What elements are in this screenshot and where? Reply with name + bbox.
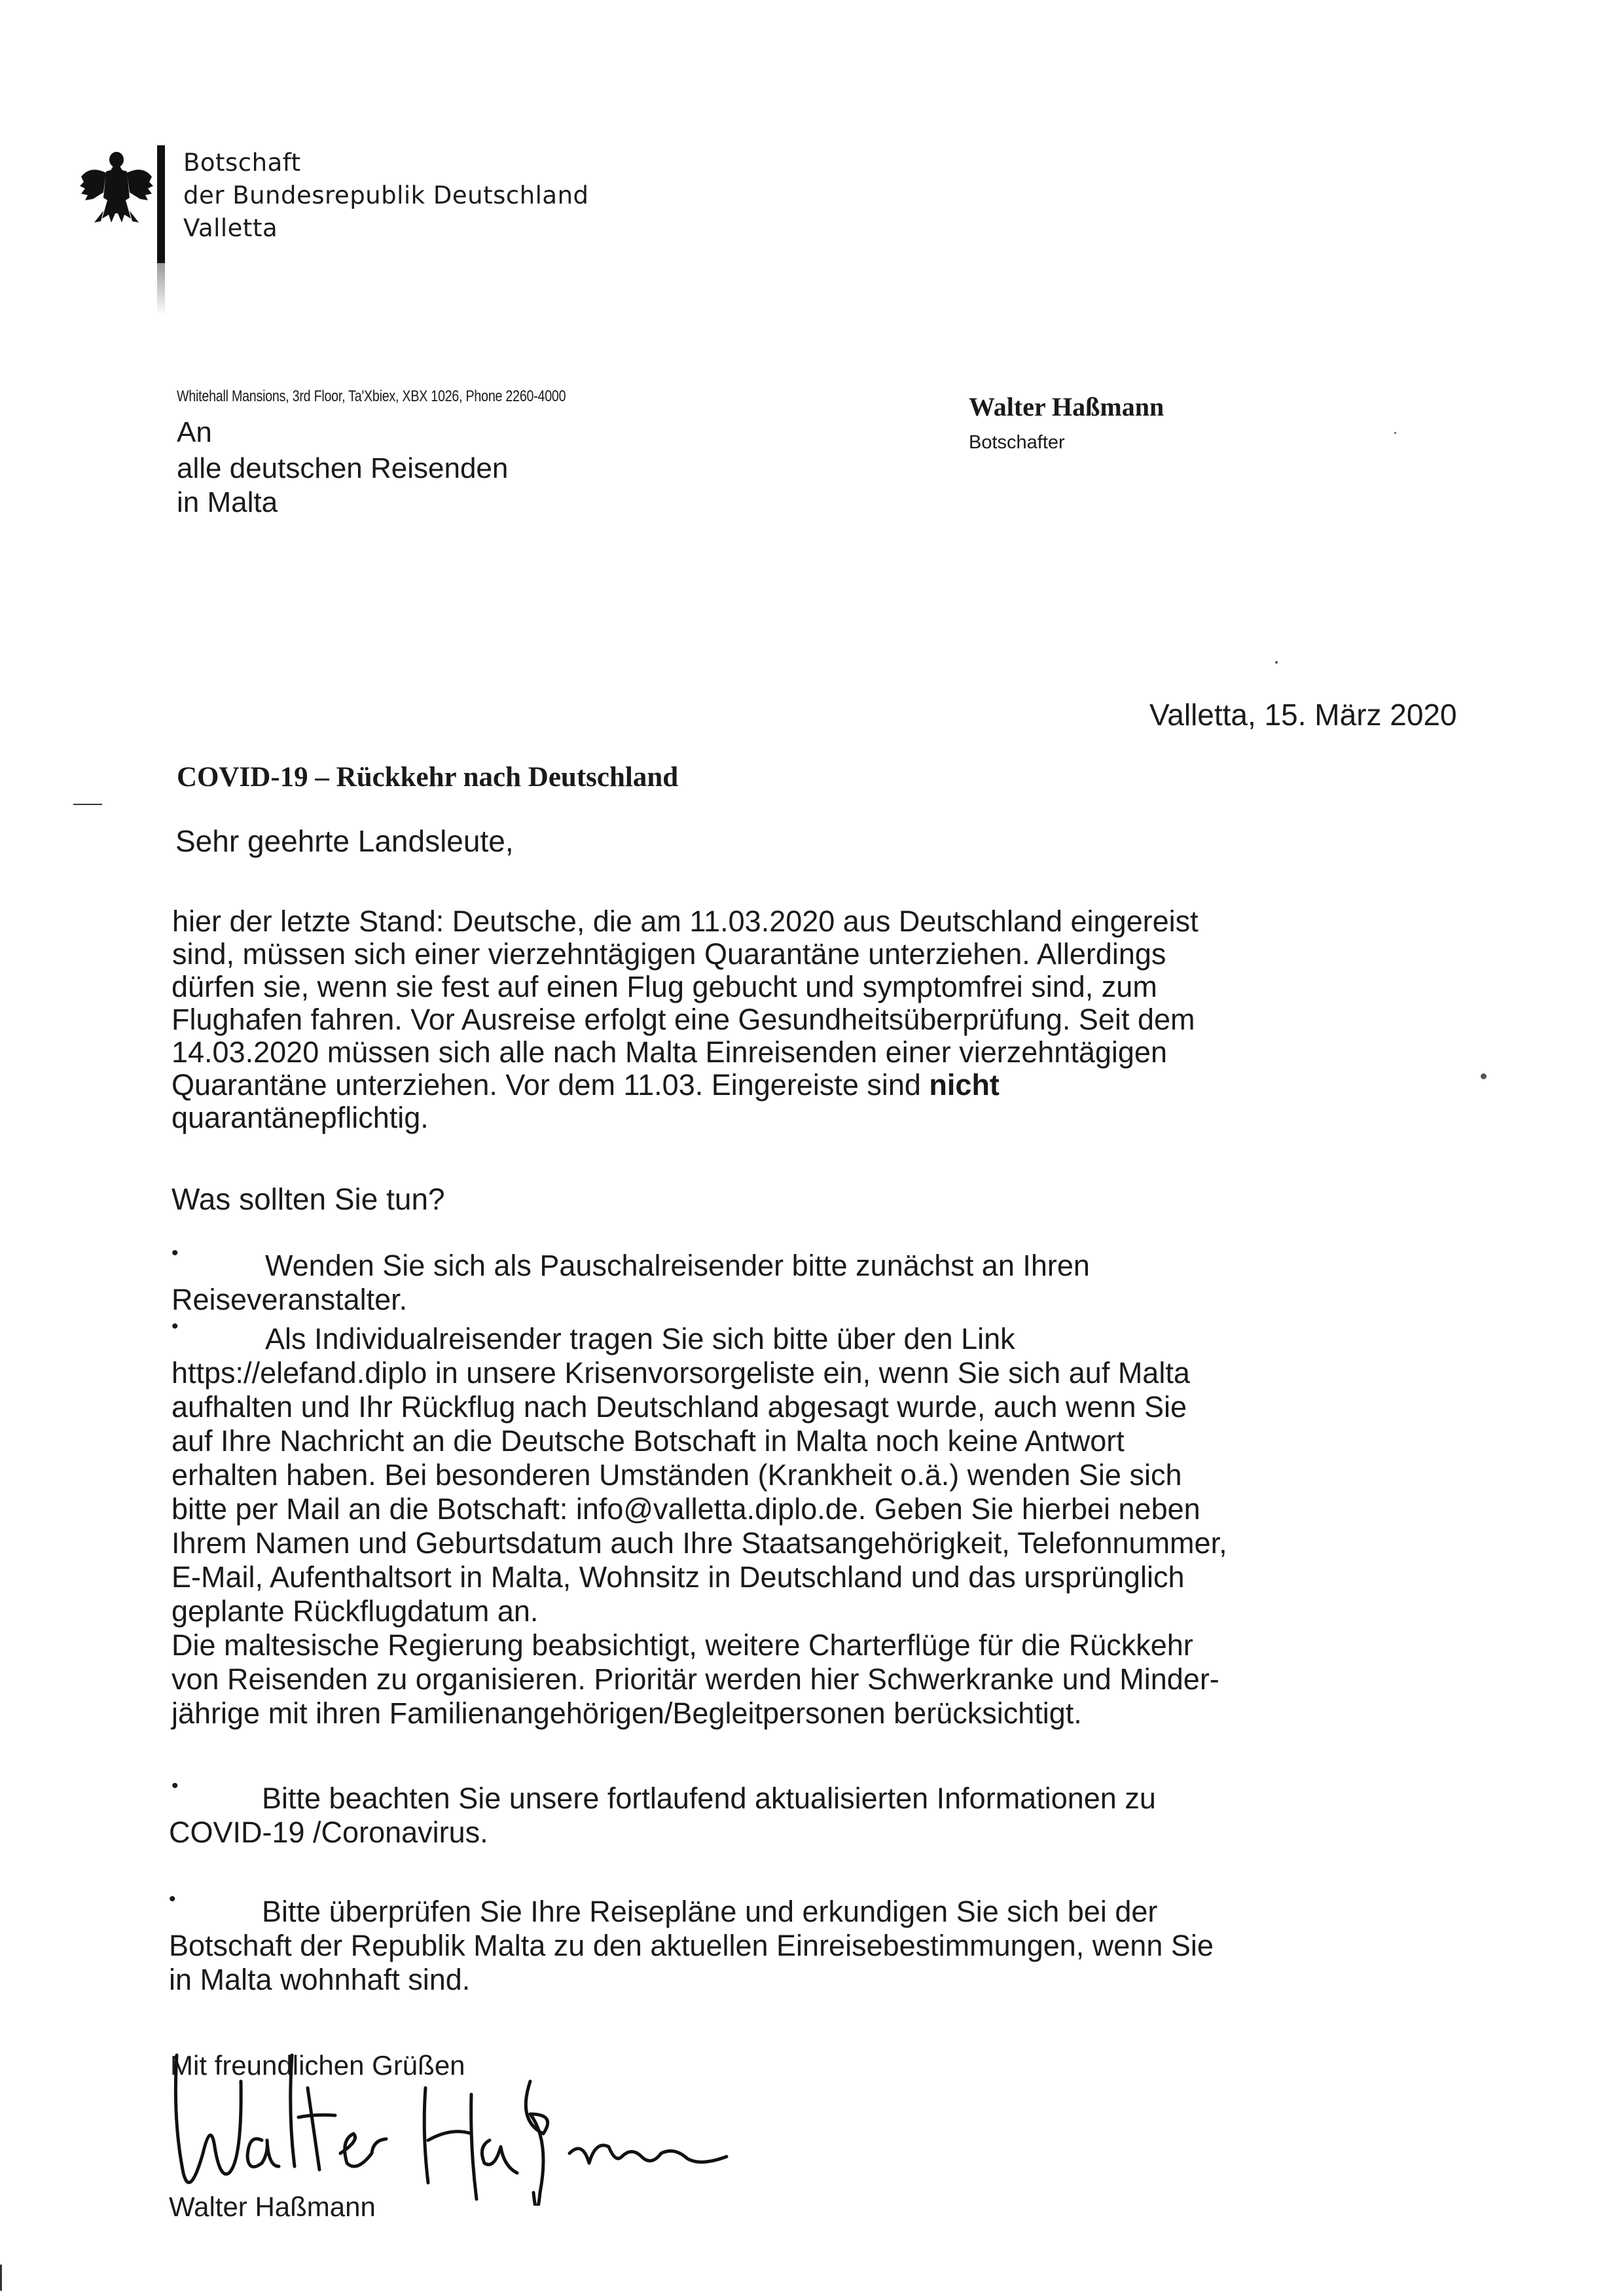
recipient-line-2: alle deutschen Reisenden [177,452,509,484]
bullet2-line-4: auf Ihre Nachricht an die Deutsche Botschaft in Malta noch keine Antwort [171,1424,1125,1458]
bullet2-line-11: von Reisenden zu organisieren. Prioritär werden hier Schwerkranke und Minder- [171,1662,1219,1696]
margin-mark [73,804,102,805]
bullet4-line-2: Botschaft der Republik Malta zu den aktuellen Einreisebestimmungen, wenn Sie [169,1929,1214,1962]
scan-speck [1394,432,1396,434]
bullet4-line-1: Bitte überprüfen Sie Ihre Reisepläne und erkundigen Sie sich bei der [262,1895,1158,1928]
recipient-line-3: in Malta [177,486,278,518]
bullet2-line-3: aufhalten und Ihr Rückflug nach Deutschland abgesagt wurde, auch wenn Sie [171,1390,1187,1424]
bullet-marker-4: • [169,1888,176,1910]
intro-line-6 [171,1068,1000,1102]
intro-emphasis: nicht [929,1068,1000,1102]
bullet3-line-1: Bitte beachten Sie unsere fortlaufend aktualisierten Informationen zu [262,1782,1156,1815]
bullet2-line-7: Ihrem Namen und Geburtsdatum auch Ihre Staatsangehörigkeit, Telefonnummer, [171,1526,1227,1560]
intro-line-1: hier der letzte Stand: Deutsche, die am 11.03.2020 aus Deutschland eingereist [172,905,1199,938]
federal-eagle-icon [77,145,156,230]
handwritten-signature [164,2042,753,2206]
bullet4-line-3: in Malta wohnhaft sind. [169,1963,471,1996]
scan-edge-mark [0,2265,2,2291]
bullet2-line-10: Die maltesische Regierung beabsichtigt, weitere Charterflüge für die Rückkehr [171,1628,1193,1662]
org-name-line-2: der Bundesrepublik Deutschland [183,181,589,209]
embassy-address: Whitehall Mansions, 3rd Floor, Ta'Xbiex, XBX 1026, Phone 2260-4000 [177,387,566,405]
bullet-marker-3: • [171,1775,179,1797]
intro-line-6-text: Quarantäne unterziehen. Vor dem 11.03. Eingereiste sind [171,1068,929,1102]
bullet2-line-5: erhalten haben. Bei besonderen Umständen (Krankheit o.ä.) wenden Sie sich [171,1458,1182,1492]
bullet1-line-2: Reiseveranstalter. [171,1283,408,1316]
bullet-marker-1: • [171,1242,179,1264]
bullet2-line-2: https://elefand.diplo in unsere Krisenvorsorgeliste ein, wenn Sie sich auf Malta [171,1356,1190,1390]
bullet2-line-6: bitte per Mail an die Botschaft: info@valletta.diplo.de. Geben Sie hierbei neben [171,1492,1200,1526]
scan-speck [1275,661,1278,664]
bullet2-line-9: geplante Rückflugdatum an. [171,1594,539,1628]
closing-phrase: Mit freundlichen Grüßen [170,2050,465,2081]
bullet2-line-1: Als Individualreisender tragen Sie sich bitte über den Link [265,1322,1015,1355]
bullet3-line-2: COVID-19 /Coronavirus. [169,1816,488,1849]
sender-role: Botschafter [969,432,1065,453]
signer-name: Walter Haßmann [169,2191,376,2222]
bullet-marker-2: • [171,1316,179,1337]
org-name-line-3: Valletta [183,214,278,242]
intro-line-5: 14.03.2020 müssen sich alle nach Malta Einreisenden einer vierzehntägigen [171,1035,1167,1069]
sender-name: Walter Haßmann [969,392,1164,422]
letterhead-bar [157,145,165,263]
recipient-line-1: An [177,416,212,448]
letterhead-bar-fade [157,263,165,315]
intro-line-3: dürfen sie, wenn sie fest auf einen Flug gebucht und symptomfrei sind, zum [171,970,1157,1003]
letter-date: Valletta, 15. März 2020 [1149,698,1457,732]
question-heading: Was sollten Sie tun? [171,1182,445,1216]
intro-line-4: Flughafen fahren. Vor Ausreise erfolgt eine Gesundheitsüberprüfung. Seit dem [171,1003,1195,1036]
org-name-line-1: Botschaft [183,149,301,177]
letter-subject: COVID-19 – Rückkehr nach Deutschland [177,762,679,793]
scan-speck [1481,1073,1487,1079]
salutation: Sehr geehrte Landsleute, [175,824,514,858]
intro-line-7: quarantänepflichtig. [171,1101,429,1134]
bullet2-line-8: E-Mail, Aufenthaltsort in Malta, Wohnsitz in Deutschland und das ursprünglich [171,1560,1185,1594]
bullet2-line-12: jährige mit ihren Familienangehörigen/Begleitpersonen berücksichtigt. [171,1696,1082,1730]
bullet1-line-1: Wenden Sie sich als Pauschalreisender bitte zunächst an Ihren [265,1249,1090,1282]
intro-line-2: sind, müssen sich einer vierzehntägigen Quarantäne unterziehen. Allerdings [172,937,1166,971]
